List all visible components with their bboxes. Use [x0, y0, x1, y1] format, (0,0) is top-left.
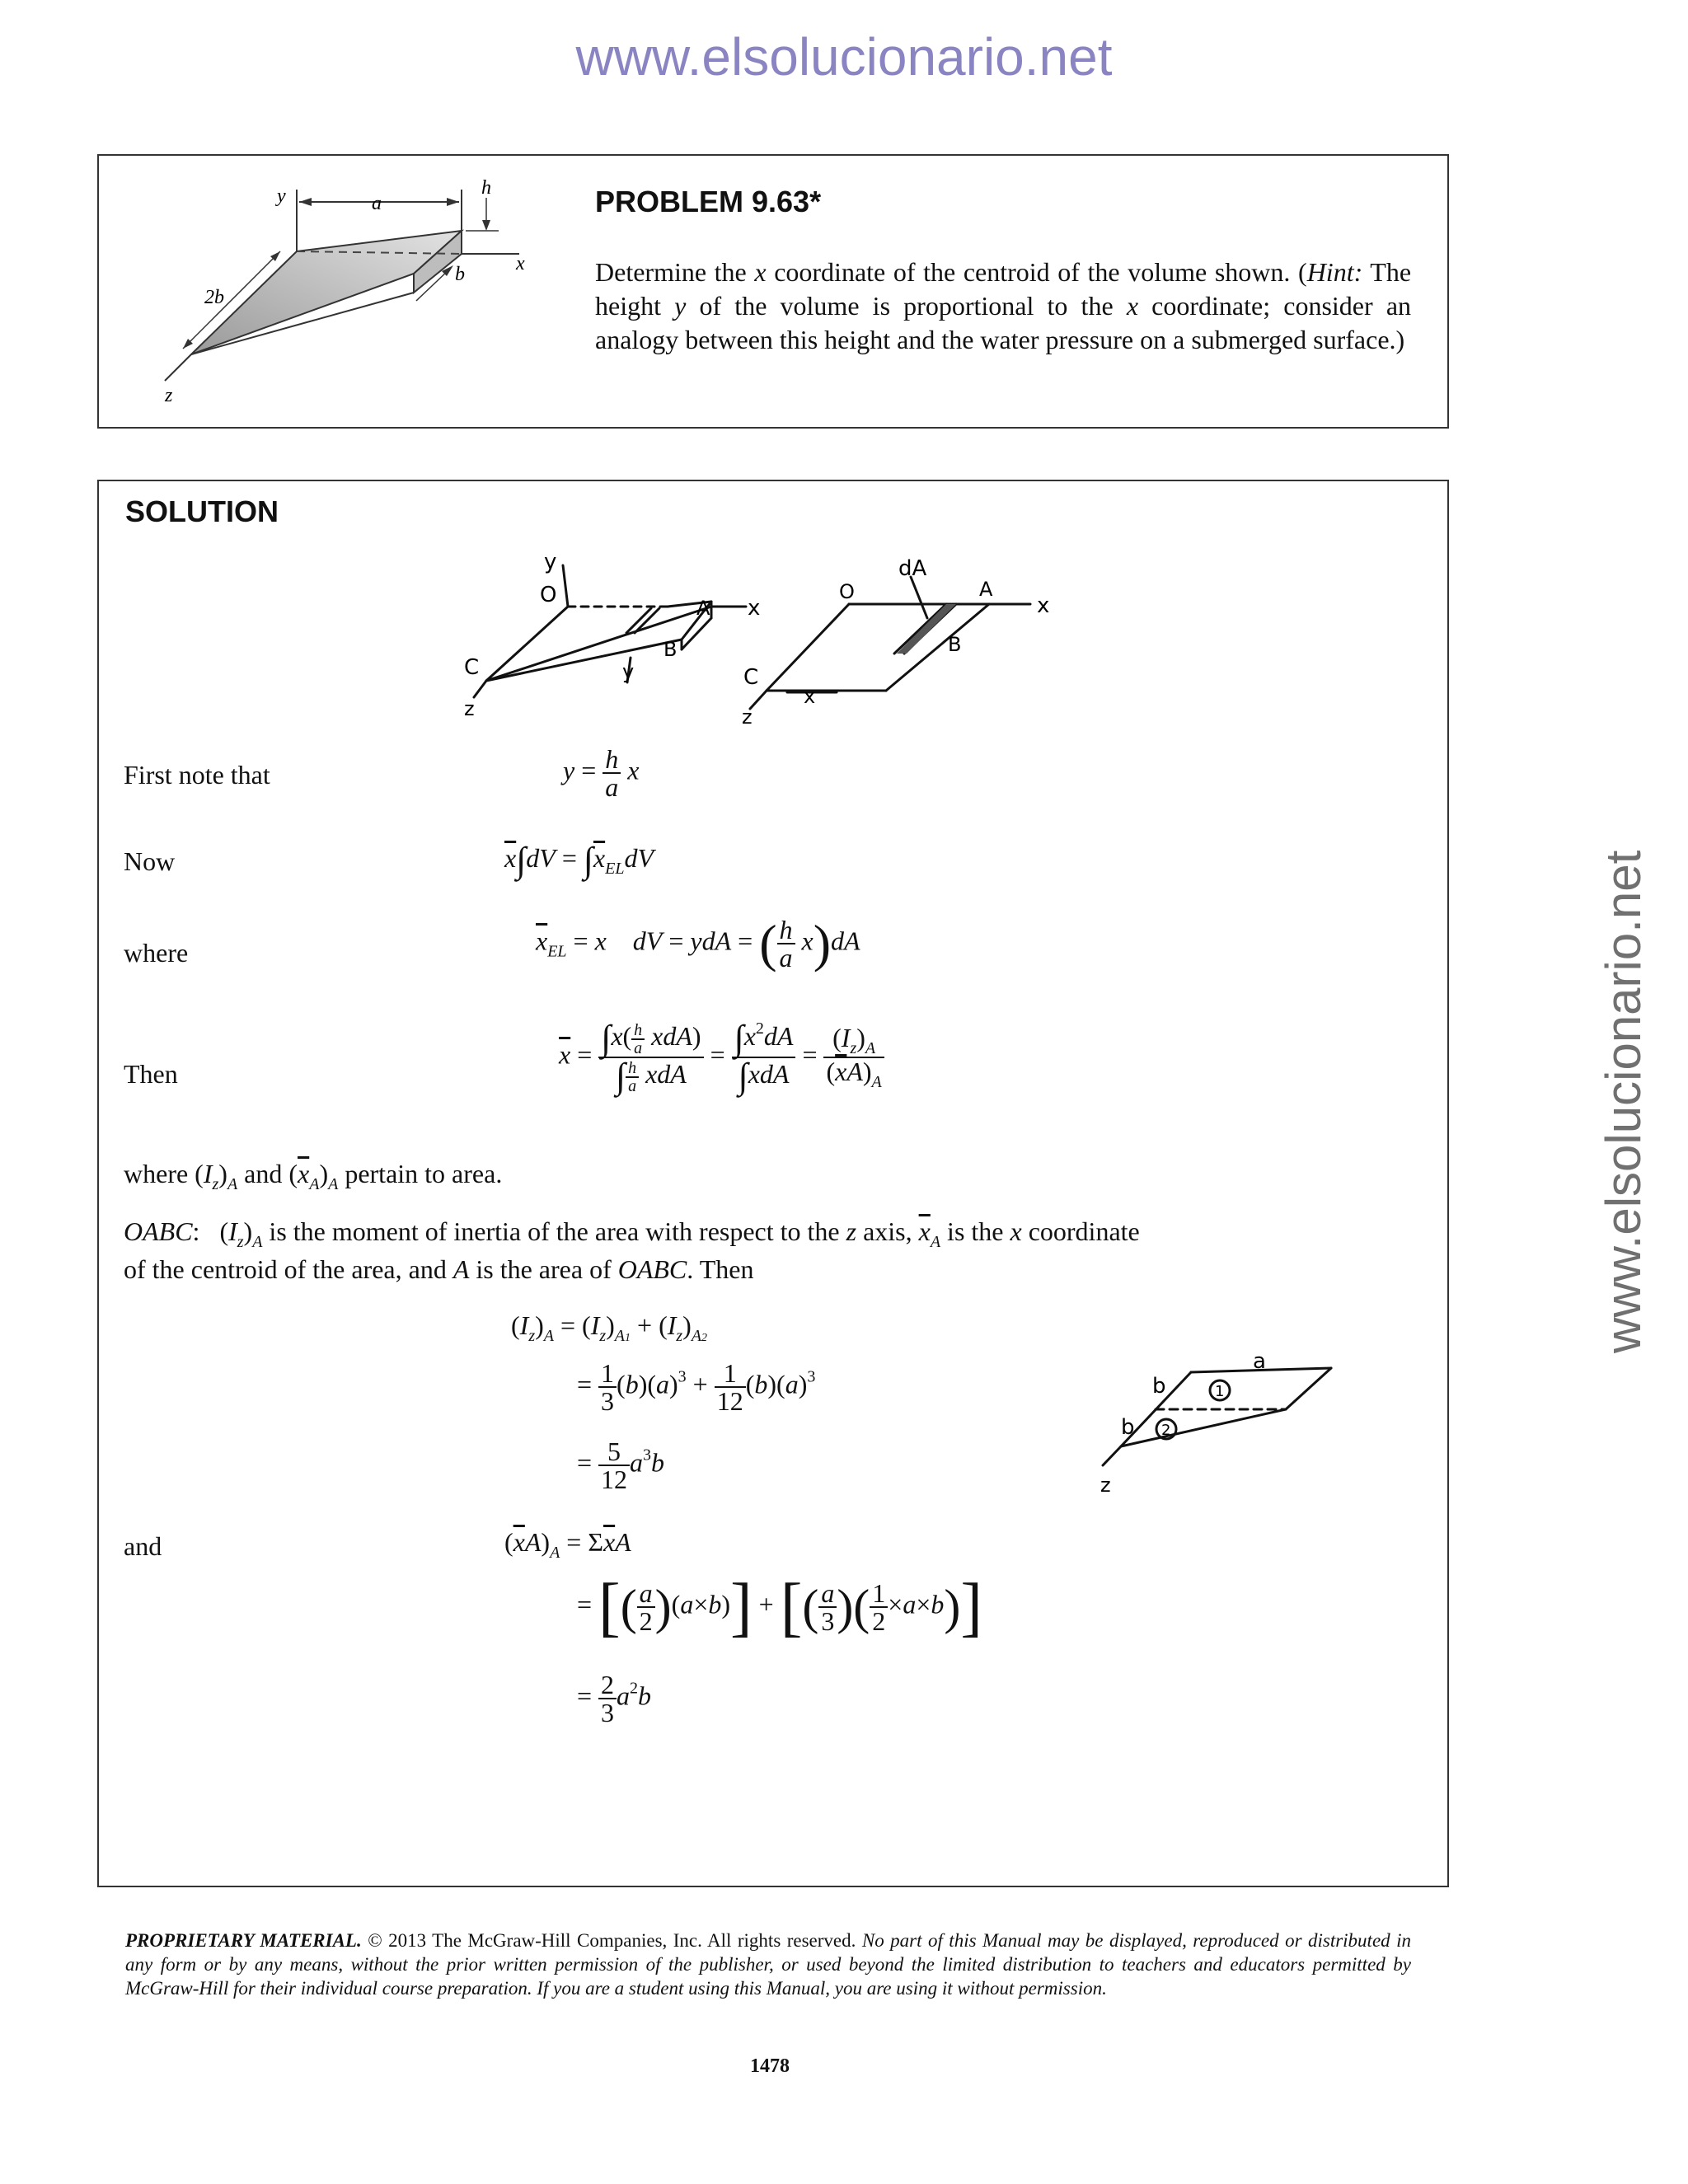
- fig-label-z: z: [165, 385, 173, 406]
- eq-centroid-definition: $\overline{x}\int dV = \int\overline{x}_{EL}dV$: [504, 840, 654, 880]
- sk2-label-a: A: [979, 578, 993, 601]
- label-and: and: [124, 1531, 162, 1561]
- watermark-side: www.elsolucionario.net: [1596, 850, 1651, 1353]
- text-oabc-line2: of the centroid of the area, and A is the area of OABC. Then: [124, 1254, 754, 1284]
- footer-copyright: PROPRIETARY MATERIAL. © 2013 The McGraw-Hill Companies, Inc. All rights reserved. No part of this Manual may be displayed, reproduced or distributed in any form or by any means, without the prior written permission of the publisher, or used beyond the limited distribution to teachers and educators permitted by McGraw-Hill for their individual course preparation. If you are a student using this Manual, you are using it without permission.: [125, 1930, 1412, 1999]
- text-pertain-to-area: where $(I_z)_A$ and $(\overline{x}_A)_A$ pertain to area.: [124, 1159, 503, 1193]
- watermark-top: www.elsolucionario.net: [575, 27, 1113, 87]
- eq-y-proportional: y = $\frac{h}{a}$ x: [563, 744, 640, 802]
- sk1-label-a: A: [696, 597, 710, 620]
- label-first-note: First note that: [124, 760, 270, 790]
- fig-label-a: a: [372, 193, 382, 214]
- eq-xa-result: = $\frac{2}{3}$ $a^2b$: [577, 1670, 652, 1727]
- label-where: where: [124, 938, 189, 968]
- eq-centroid-ratio: $\overline{x}$ = ∫x( $\frac{h}{a}$ xdA) ∫ $\frac{h}{a}$ xdA = $\frac{\int x^2dA}{\text{∫xdA}}$ = $\frac{(I_z)_A}{(\overline{x}A)_A}$: [559, 1020, 884, 1094]
- sk1-label-y: y: [544, 551, 557, 574]
- eq-xa-sum: $(\overline{x}A)_A = \Sigma\overline{x}A$: [504, 1527, 631, 1562]
- fig-label-2b: 2b: [204, 287, 224, 308]
- sk1-label-c: C: [464, 655, 480, 680]
- eq-xa-terms: = [( $\frac{a}{2}$ )(a×b)] + [( $\frac{a}{3}$ )( $\frac{1}{2}$ ×a×b)]: [577, 1571, 983, 1643]
- eq-iz-terms: = $\frac{1}{3}$ $(b)(a)^3$ + $\frac{1}{12}$ $(b)(a)^3$: [577, 1358, 816, 1416]
- sk2-label-x2: x: [804, 685, 816, 708]
- problem-statement: Determine the x coordinate of the centroid of the volume shown. (Hint: The height y of the volume is proportional to the x coordinate; consider an analogy between this height and the water pressure on a submerged surface.): [595, 257, 1412, 354]
- problem-title: PROBLEM 9.63*: [595, 185, 822, 218]
- sk1-label-o: O: [540, 583, 557, 607]
- sk3-label-two: 2: [1161, 1422, 1171, 1439]
- solution-title: SOLUTION: [125, 494, 279, 528]
- sk2-label-b: B: [948, 633, 962, 656]
- sk2-label-da: dA: [898, 556, 927, 581]
- label-now: Now: [124, 846, 176, 876]
- sketch-composite-area: [1088, 1343, 1352, 1508]
- sk2-label-x: x: [1037, 593, 1050, 618]
- eq-element-definitions: $\overline{x}_{EL} = x$ dV = ydA = ( $\frac{h}{a}$ x)dA: [536, 914, 860, 972]
- sk1-label-y2: y: [622, 660, 635, 683]
- fig-label-h: h: [481, 177, 491, 199]
- sk3-label-one: 1: [1215, 1383, 1225, 1400]
- sk2-label-c: C: [743, 665, 759, 690]
- sk3-label-a: a: [1253, 1349, 1266, 1374]
- problem-figure: [124, 169, 569, 416]
- sk3-label-z: z: [1100, 1474, 1111, 1497]
- sk3-label-b2: b: [1121, 1415, 1135, 1440]
- label-then: Then: [124, 1059, 178, 1089]
- sk1-label-z: z: [464, 697, 475, 720]
- fig-label-x: x: [516, 253, 525, 274]
- sk2-label-z: z: [742, 705, 753, 729]
- fig-label-b: b: [455, 264, 465, 285]
- sk2-label-o: O: [839, 580, 855, 603]
- sketch-area-element: [725, 551, 1071, 736]
- sk1-label-b: B: [663, 638, 678, 661]
- sk1-label-x: x: [748, 596, 761, 621]
- page-number: 1478: [750, 2055, 790, 2077]
- fig-label-y: y: [277, 185, 286, 207]
- sketch-volume: [457, 551, 771, 728]
- eq-iz-result: = $\frac{5}{12}$ $a^3b$: [577, 1436, 665, 1494]
- eq-iz-sum: $(I_z)_A = (I_z)_{A1} + (I_z)_{A2}$: [511, 1310, 708, 1345]
- text-oabc-line1: OABC: $(I_z)_A$ is the moment of inertia of the area with respect to the z axis, $\overline{x}_A$ is the x coordinate: [124, 1216, 1140, 1251]
- sk3-label-b1: b: [1152, 1374, 1166, 1399]
